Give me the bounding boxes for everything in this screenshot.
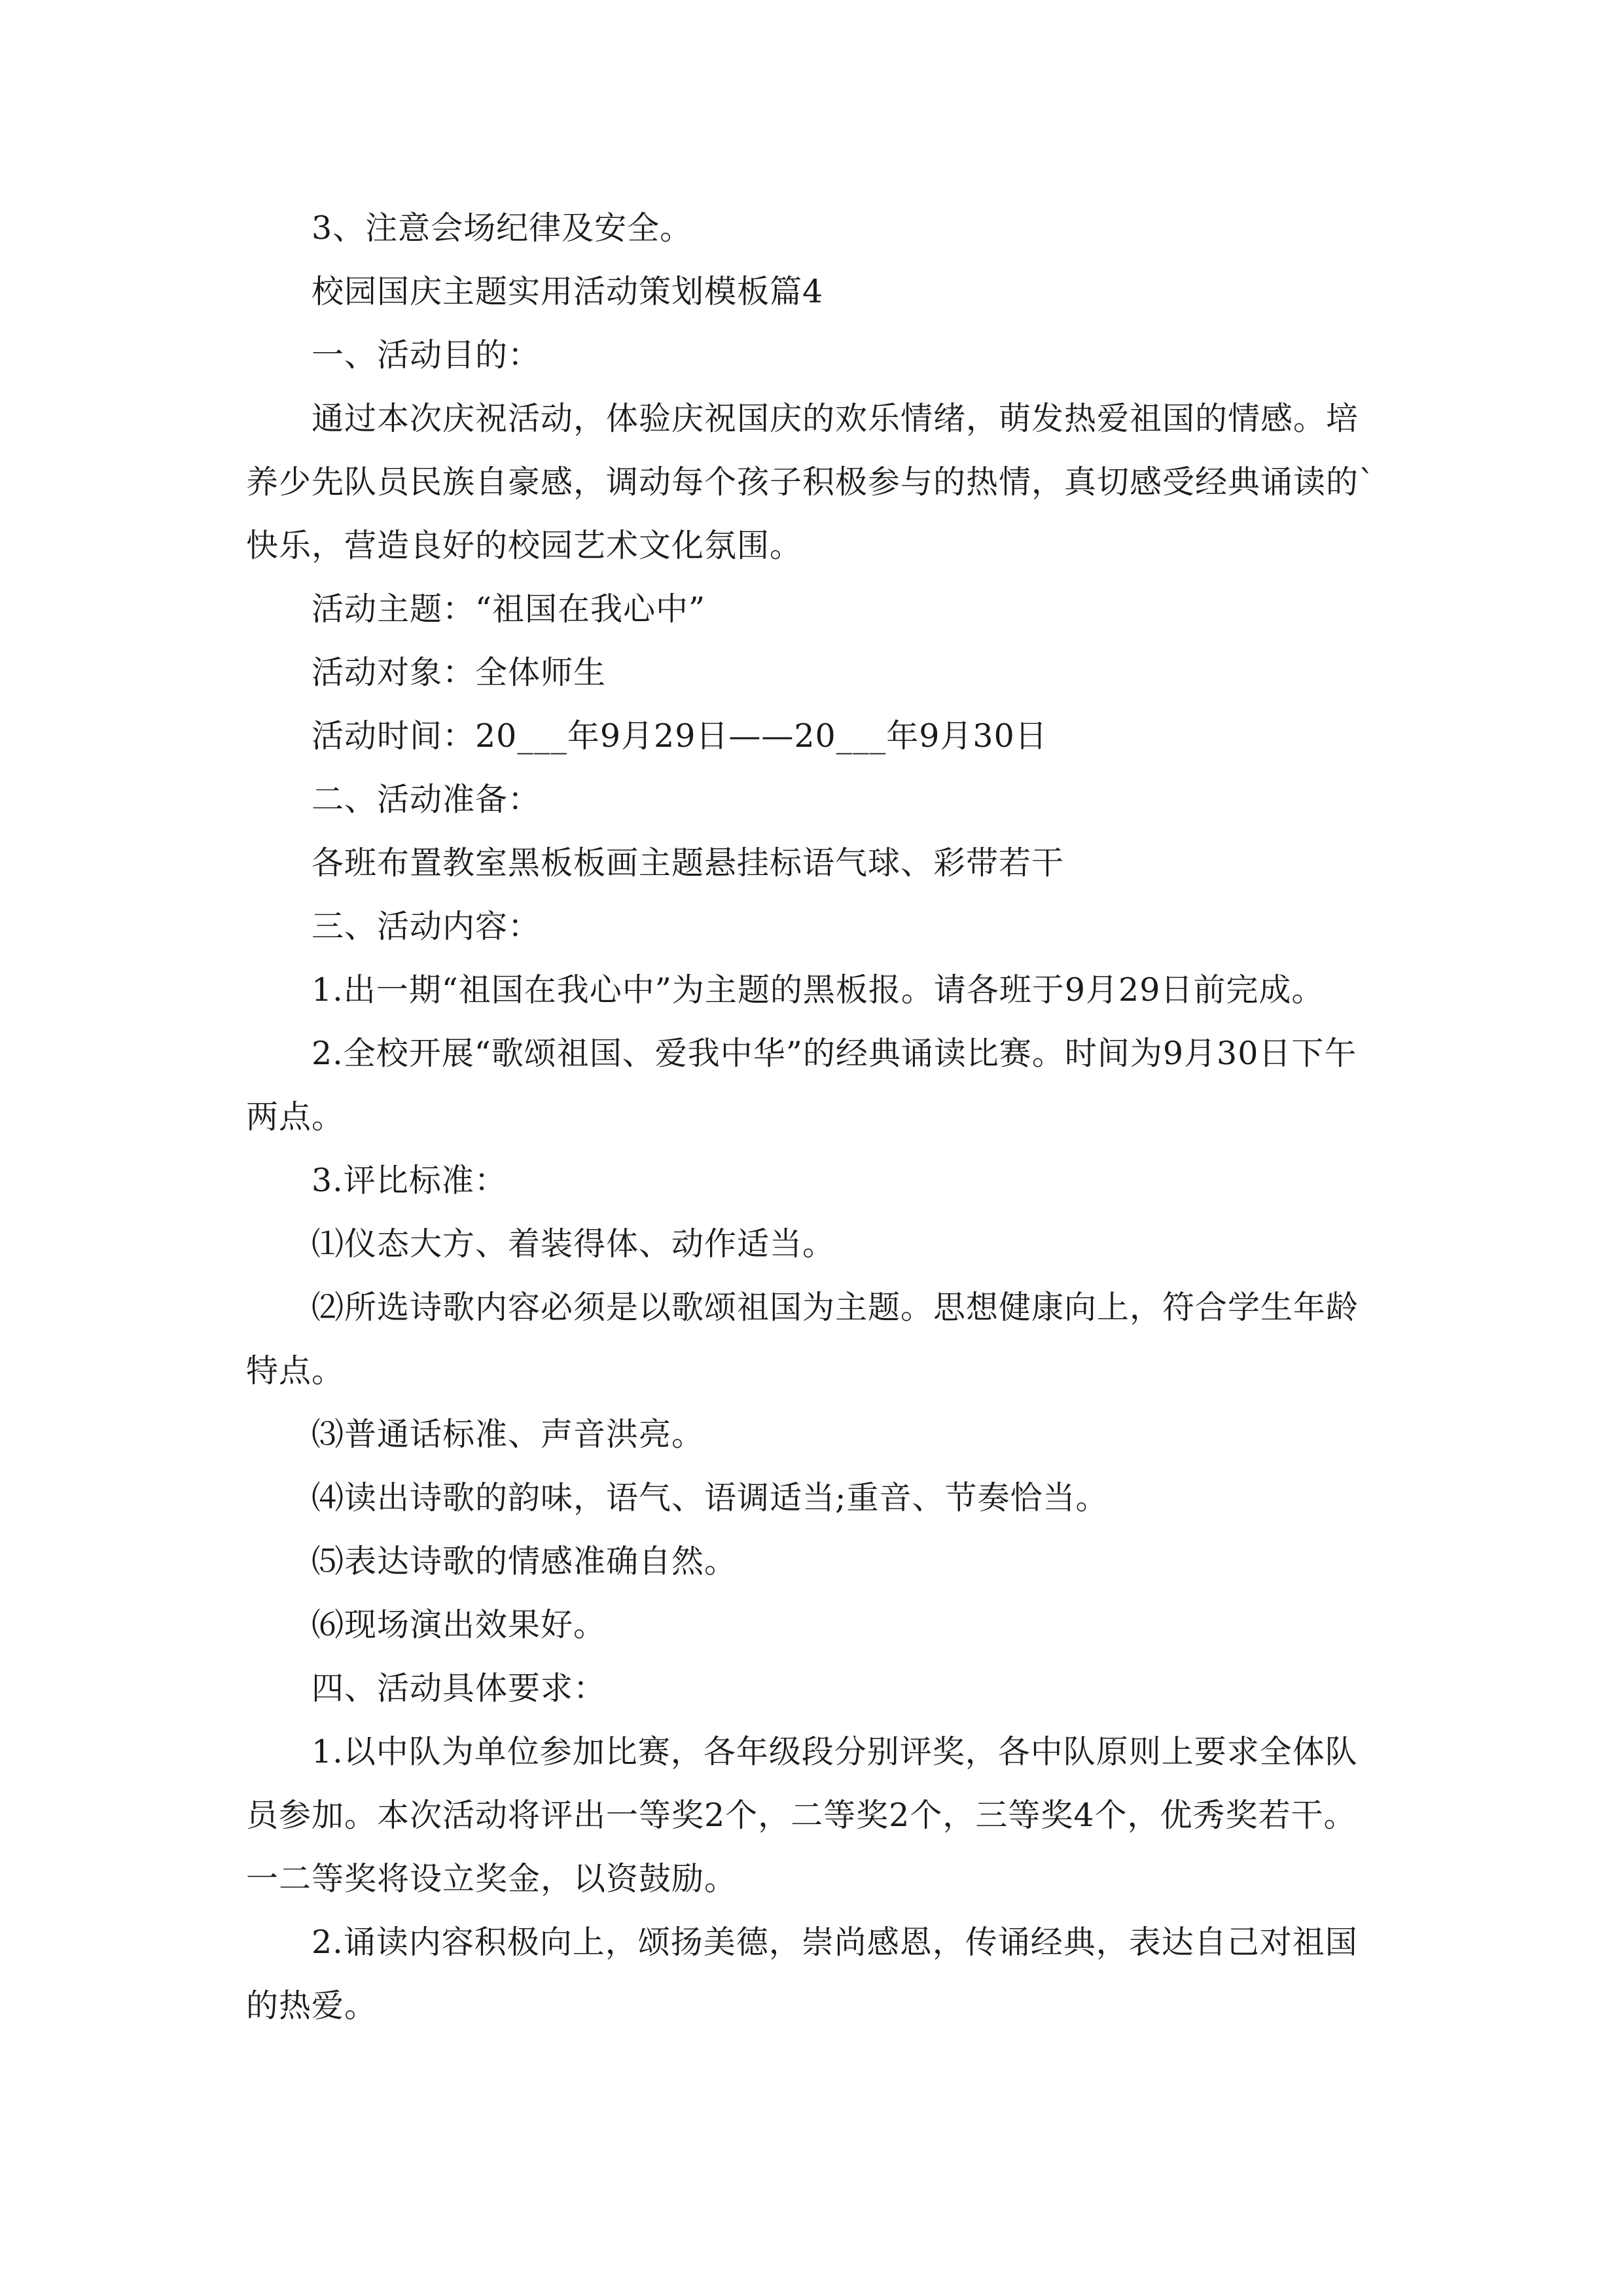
- list-item-criteria: 3.评比标准：: [312, 1162, 507, 1199]
- paragraph-theme: 活动主题：“祖国在我心中”: [312, 590, 706, 628]
- heading-content: 三、活动内容：: [312, 908, 541, 945]
- criteria-item-3: ⑶普通话标准、声音洪亮。: [312, 1416, 705, 1453]
- paragraph-preparation: 各班布置教室黑板板画主题悬挂标语气球、彩带若干: [312, 844, 1065, 882]
- requirement-item-1: 1.以中队为单位参加比赛，各年级段分别评奖，各中队原则上要求全体队员参加。本次活动将评出一等奖2个，二等奖2个，三等奖4个，优秀奖若干。一二等奖将设立奖金，以资鼓励。: [246, 1733, 1358, 1897]
- paragraph-safety-note: 3、注意会场纪律及安全。: [312, 209, 693, 247]
- document-body: [246, 196, 1382, 2037]
- criteria-item-1: ⑴仪态大方、着装得体、动作适当。: [312, 1225, 836, 1263]
- paragraph-time: 活动时间：20___年9月29日——20___年9月30日: [312, 717, 1048, 755]
- heading-purpose: 一、活动目的：: [312, 336, 541, 374]
- paragraph-purpose: 通过本次庆祝活动，体验庆祝国庆的欢乐情绪，萌发热爱祖国的情感。培养少先队员民族自豪感，调动每个孩子积极参与的热情，真切感受经典诵读的`快乐，营造良好的校园艺术文化氛围。: [246, 400, 1376, 564]
- criteria-item-4: ⑷读出诗歌的韵味，语气、语调适当;重音、节奏恰当。: [312, 1479, 1109, 1516]
- paragraph-audience: 活动对象：全体师生: [312, 654, 607, 691]
- criteria-item-5: ⑸表达诗歌的情感准确自然。: [312, 1543, 738, 1580]
- section-title: 校园国庆主题实用活动策划模板篇4: [312, 273, 824, 310]
- heading-preparation: 二、活动准备：: [312, 781, 541, 818]
- criteria-item-2: ⑵所选诗歌内容必须是以歌颂祖国为主题。思想健康向上，符合学生年龄特点。: [246, 1289, 1359, 1390]
- criteria-item-6: ⑹现场演出效果好。: [312, 1606, 607, 1643]
- requirement-item-2: 2.诵读内容积极向上，颂扬美德，崇尚感恩，传诵经典，表达自己对祖国的热爱。: [246, 1924, 1358, 2024]
- list-item-blackboard: 1.出一期“祖国在我心中”为主题的黑板报。请各班于9月29日前完成。: [312, 971, 1325, 1009]
- heading-requirements: 四、活动具体要求：: [312, 1670, 607, 1707]
- list-item-recital-contest: 2.全校开展“歌颂祖国、爱我中华”的经典诵读比赛。时间为9月30日下午两点。: [246, 1035, 1357, 1136]
